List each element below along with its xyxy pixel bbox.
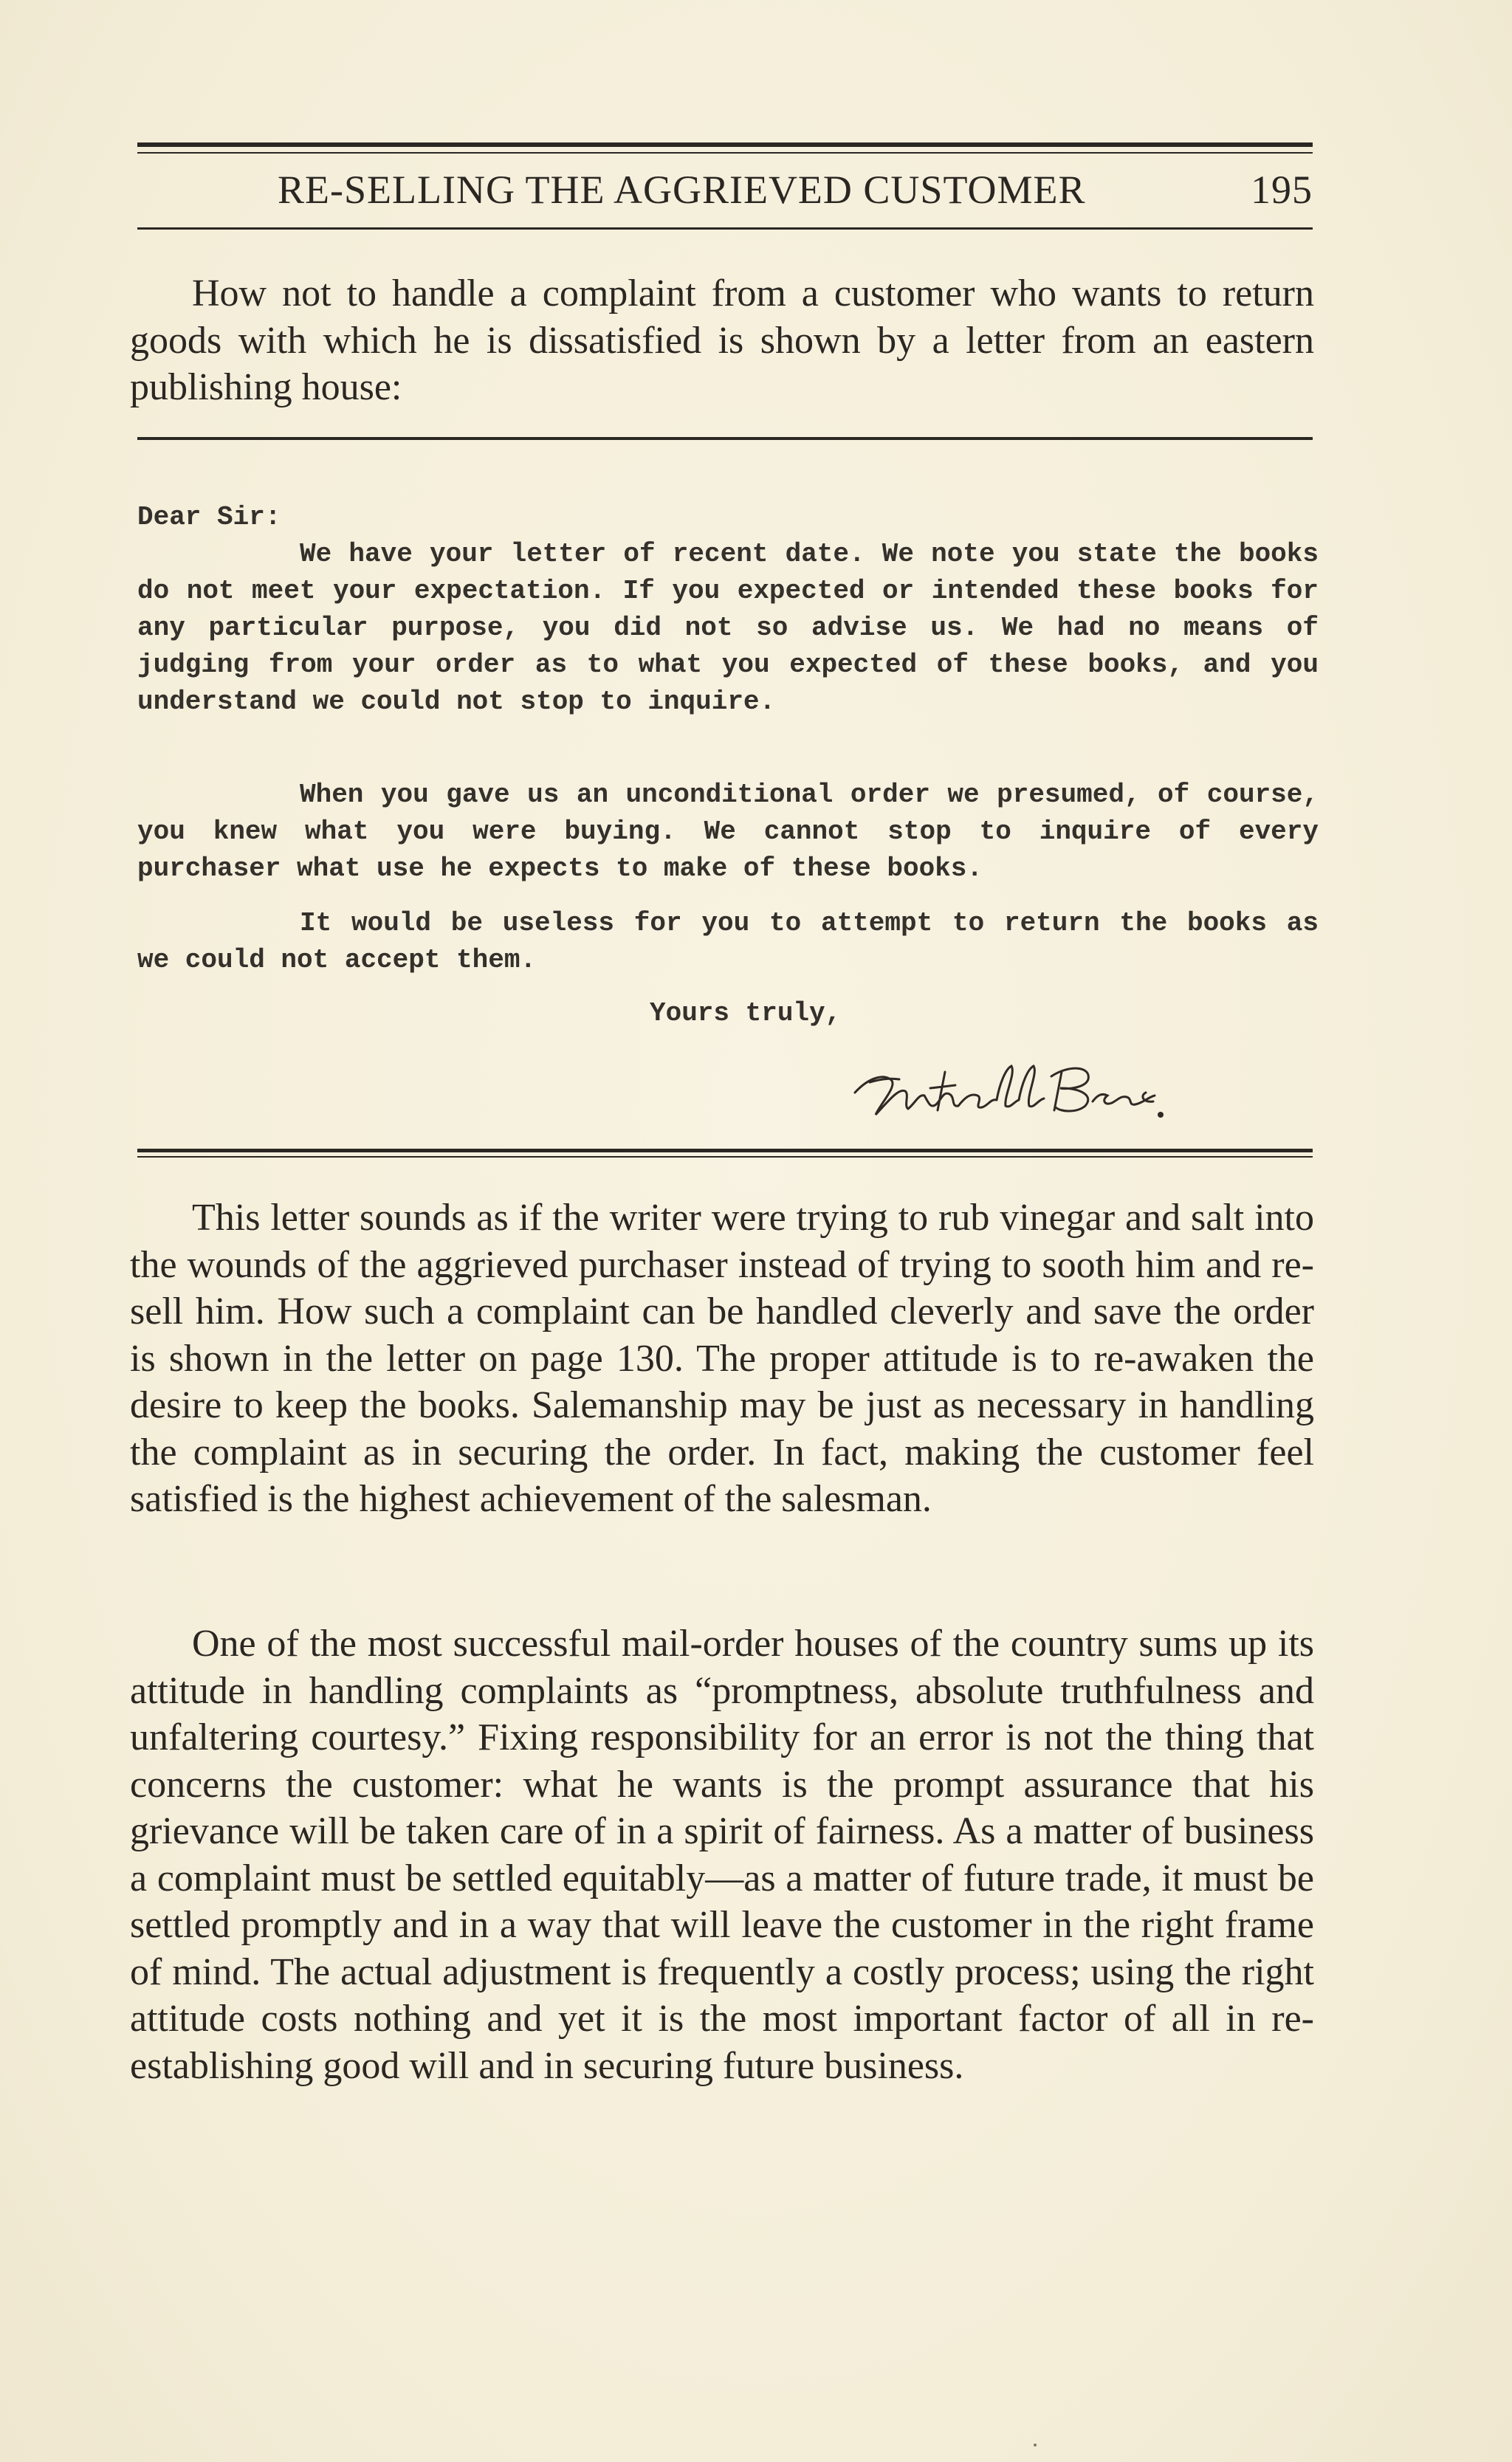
signature-image	[848, 1047, 1217, 1128]
page-speck	[1034, 2444, 1037, 2446]
page-number: 195	[1251, 168, 1313, 212]
header-bottom-rule	[137, 227, 1313, 230]
body-paragraph-1: This letter sounds as if the writer were trying to rub vinegar and salt into the wounds of the aggrieved purchaser instead of trying to sooth him and re-sell him. How such a complaint can be handled cleverly and save the order is shown in the letter on page 130. The proper attitude is to re-awaken the desire to keep the books. Salemanship may be just as necessary in handling the complaint as in securing the order. In fact, making the customer feel satisfied is the highest achievement of the salesman.	[130, 1197, 1314, 1520]
body-paragraph-2: One of the most successful mail-order houses of the country sums up its attitude in handling complaints as “promptness, absolute truthfulness and unfaltering courtesy.” Fixing responsibility for an error is not the thing that concerns the customer: what he wants is the prompt assurance that his grievance will be taken care of in a spirit of fairness. As a matter of business a complaint must be settled equitably—as a matter of future trade, it must be settled promptly and in a way that will leave the customer in the right frame of mind. The actual adjustment is frequently a costly process; using the right attitude costs nothing and yet it is the most important factor of all in re-establishing good will and in securing future business.	[130, 1623, 1314, 2087]
letter-salutation: Dear Sir:	[137, 502, 281, 532]
letter-paragraph-2: When you gave us an unconditional order we presumed, of course, you knew what you were buying. We cannot stop to inquire of every purchaser what use he expects to make of these books.	[137, 780, 1319, 884]
letter-bottom-rule-thick	[137, 1149, 1313, 1152]
running-head-title: RE-SELLING THE AGGRIEVED CUSTOMER	[278, 168, 1086, 212]
letter-bottom-rule-thin	[137, 1156, 1313, 1158]
header-top-rule-thick	[137, 142, 1313, 147]
running-head	[137, 167, 1313, 214]
letter-paragraph-3: It would be useless for you to attempt to return the books as we could not accept them.	[137, 908, 1319, 975]
letter-paragraph-1: We have your letter of recent date. We note you state the books do not meet your expectation. If you expected or intended these books for any particular purpose, you did not so advise us. We had no means of judging from your order as to what you expected of these books, and you understand we could not stop to inquire.	[137, 539, 1319, 717]
letter-top-rule	[137, 437, 1313, 440]
header-top-rule-thin	[137, 152, 1313, 154]
intro-paragraph: How not to handle a complaint from a customer who wants to return goods with which he is dissatisfied is shown by a letter from an eastern publishing house:	[130, 272, 1314, 408]
letter-closing: Yours truly,	[650, 998, 842, 1028]
